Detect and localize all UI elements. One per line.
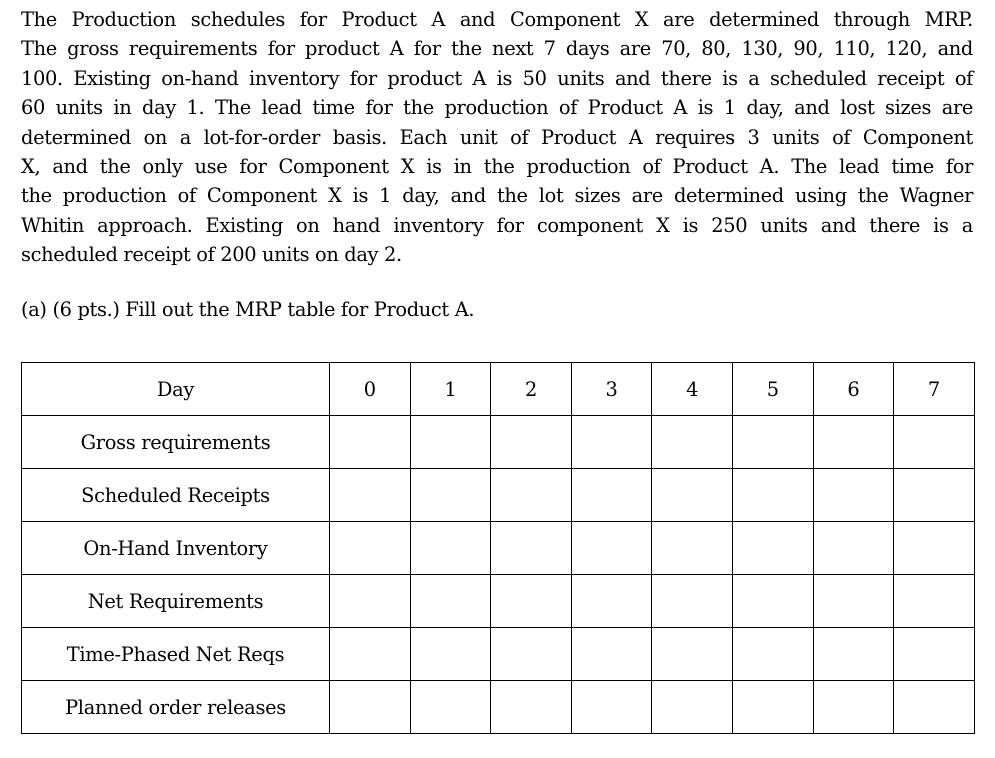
mrp-cell-day-4[interactable] bbox=[652, 681, 733, 734]
problem-line: determined on a lot-for-order basis. Each unit of Product A requires 3 units of Component bbox=[21, 125, 973, 149]
mrp-cell-day-7[interactable] bbox=[894, 416, 975, 469]
mrp-cell-day-0[interactable] bbox=[330, 575, 411, 628]
mrp-row bbox=[22, 522, 975, 575]
question-part-a: (a) (6 pts.) Fill out the MRP table for Product A. bbox=[21, 298, 475, 321]
mrp-header-row bbox=[22, 363, 975, 416]
mrp-cell-day-5[interactable] bbox=[732, 522, 813, 575]
mrp-cell-day-3[interactable] bbox=[571, 522, 652, 575]
mrp-table bbox=[21, 362, 975, 734]
mrp-cell-day-6[interactable] bbox=[813, 522, 894, 575]
mrp-cell-day-1[interactable] bbox=[410, 575, 491, 628]
mrp-cell-day-3[interactable] bbox=[571, 469, 652, 522]
mrp-cell-day-6[interactable] bbox=[813, 469, 894, 522]
mrp-cell-day-7[interactable] bbox=[894, 469, 975, 522]
mrp-cell-day-7[interactable] bbox=[894, 628, 975, 681]
mrp-row-label: Time-Phased Net Reqs bbox=[22, 628, 330, 681]
mrp-cell-day-0[interactable] bbox=[330, 628, 411, 681]
mrp-cell-day-5[interactable] bbox=[732, 416, 813, 469]
header-day-2: 2 bbox=[491, 363, 572, 416]
mrp-body bbox=[22, 416, 975, 734]
mrp-row bbox=[22, 575, 975, 628]
mrp-cell-day-1[interactable] bbox=[410, 416, 491, 469]
mrp-cell-day-2[interactable] bbox=[491, 416, 572, 469]
mrp-cell-day-6[interactable] bbox=[813, 681, 894, 734]
problem-line: scheduled receipt of 200 units on day 2. bbox=[21, 243, 402, 267]
mrp-cell-day-2[interactable] bbox=[491, 469, 572, 522]
mrp-cell-day-5[interactable] bbox=[732, 469, 813, 522]
mrp-cell-day-4[interactable] bbox=[652, 575, 733, 628]
mrp-row-label: On-Hand Inventory bbox=[22, 522, 330, 575]
mrp-row-label: Planned order releases bbox=[22, 681, 330, 734]
header-day-4: 4 bbox=[652, 363, 733, 416]
mrp-row bbox=[22, 416, 975, 469]
header-day-label: Day bbox=[22, 363, 330, 416]
header-day-1: 1 bbox=[410, 363, 491, 416]
mrp-cell-day-7[interactable] bbox=[894, 522, 975, 575]
mrp-cell-day-2[interactable] bbox=[491, 522, 572, 575]
mrp-row-label: Net Requirements bbox=[22, 575, 330, 628]
mrp-cell-day-1[interactable] bbox=[410, 469, 491, 522]
mrp-cell-day-3[interactable] bbox=[571, 628, 652, 681]
problem-line: The Production schedules for Product A and Component X are determined through MRP. bbox=[21, 8, 973, 31]
mrp-cell-day-4[interactable] bbox=[652, 522, 733, 575]
mrp-cell-day-1[interactable] bbox=[410, 681, 491, 734]
problem-line: 100. Existing on-hand inventory for product A is 50 units and there is a scheduled receipt of bbox=[21, 66, 973, 90]
mrp-cell-day-0[interactable] bbox=[330, 416, 411, 469]
problem-line: the production of Component X is 1 day, and the lot sizes are determined using the Wagner bbox=[21, 184, 973, 208]
mrp-row bbox=[22, 681, 975, 734]
mrp-cell-day-2[interactable] bbox=[491, 575, 572, 628]
mrp-cell-day-7[interactable] bbox=[894, 681, 975, 734]
mrp-cell-day-1[interactable] bbox=[410, 522, 491, 575]
mrp-cell-day-6[interactable] bbox=[813, 416, 894, 469]
mrp-cell-day-0[interactable] bbox=[330, 469, 411, 522]
mrp-row-label: Scheduled Receipts bbox=[22, 469, 330, 522]
mrp-row bbox=[22, 628, 975, 681]
mrp-cell-day-3[interactable] bbox=[571, 681, 652, 734]
mrp-cell-day-5[interactable] bbox=[732, 628, 813, 681]
mrp-cell-day-6[interactable] bbox=[813, 628, 894, 681]
mrp-row bbox=[22, 469, 975, 522]
mrp-cell-day-0[interactable] bbox=[330, 681, 411, 734]
header-day-6: 6 bbox=[813, 363, 894, 416]
header-day-7: 7 bbox=[894, 363, 975, 416]
problem-line: Whitin approach. Existing on hand inventory for component X is 250 units and there is a bbox=[21, 213, 973, 237]
problem-statement bbox=[21, 5, 973, 270]
mrp-cell-day-3[interactable] bbox=[571, 575, 652, 628]
mrp-row-label: Gross requirements bbox=[22, 416, 330, 469]
mrp-cell-day-4[interactable] bbox=[652, 628, 733, 681]
problem-line: 60 units in day 1. The lead time for the production of Product A is 1 day, and lost sizes are bbox=[21, 96, 973, 120]
header-day-0: 0 bbox=[330, 363, 411, 416]
mrp-cell-day-5[interactable] bbox=[732, 681, 813, 734]
mrp-cell-day-1[interactable] bbox=[410, 628, 491, 681]
mrp-cell-day-6[interactable] bbox=[813, 575, 894, 628]
problem-line: The gross requirements for product A for the next 7 days are 70, 80, 130, 90, 110, 120, and bbox=[21, 37, 973, 61]
mrp-cell-day-2[interactable] bbox=[491, 681, 572, 734]
header-day-3: 3 bbox=[571, 363, 652, 416]
mrp-cell-day-2[interactable] bbox=[491, 628, 572, 681]
header-day-5: 5 bbox=[732, 363, 813, 416]
mrp-cell-day-0[interactable] bbox=[330, 522, 411, 575]
mrp-cell-day-7[interactable] bbox=[894, 575, 975, 628]
mrp-cell-day-3[interactable] bbox=[571, 416, 652, 469]
problem-line: X, and the only use for Component X is in the production of Product A. The lead time for bbox=[21, 155, 973, 179]
mrp-cell-day-5[interactable] bbox=[732, 575, 813, 628]
mrp-cell-day-4[interactable] bbox=[652, 416, 733, 469]
mrp-cell-day-4[interactable] bbox=[652, 469, 733, 522]
